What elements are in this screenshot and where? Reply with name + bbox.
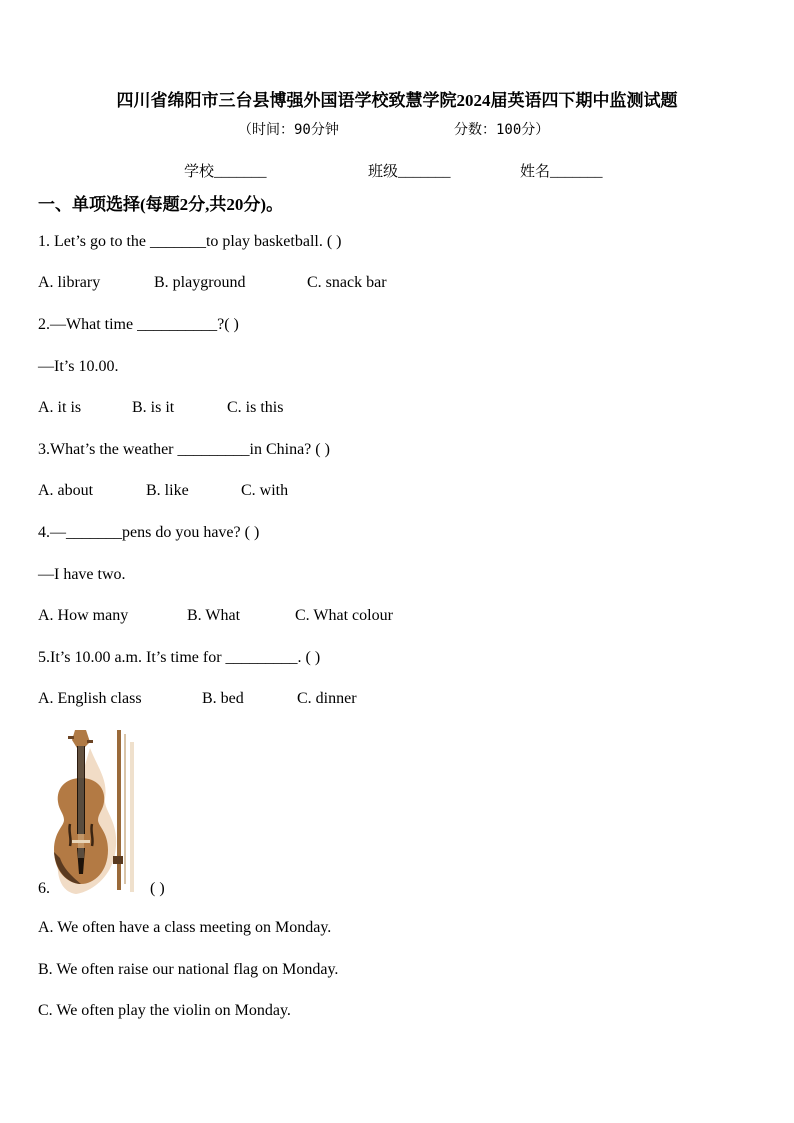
question-2-reply: —It’s 10.00. bbox=[38, 358, 119, 375]
question-5-stem: 5.It’s 10.00 a.m. It’s time for _________. ( ) bbox=[38, 649, 321, 666]
option-b[interactable]: B. bed bbox=[202, 690, 244, 707]
option-b[interactable]: B. is it bbox=[132, 399, 175, 416]
question-4-reply: —I have two. bbox=[38, 566, 126, 583]
option-a[interactable]: A. library bbox=[38, 274, 101, 291]
option-a[interactable]: A. it is bbox=[38, 399, 82, 416]
option-a[interactable]: A. about bbox=[38, 482, 94, 499]
class-field: 班级_______ bbox=[368, 164, 451, 180]
option-b[interactable]: B. We often raise our national flag on Monday. bbox=[38, 961, 339, 978]
option-c[interactable]: C. with bbox=[241, 482, 289, 499]
question-2-stem: 2.—What time __________?( ) bbox=[38, 316, 239, 333]
option-a[interactable]: A. We often have a class meeting on Monday. bbox=[38, 919, 332, 936]
exam-score: 分数：100分） bbox=[454, 122, 550, 138]
option-c[interactable]: C. snack bar bbox=[307, 274, 387, 291]
option-c[interactable]: C. dinner bbox=[297, 690, 357, 707]
question-6-number: 6. bbox=[38, 880, 50, 897]
question-1-stem: 1. Let’s go to the _______to play basketball. ( ) bbox=[38, 233, 342, 250]
option-c[interactable]: C. We often play the violin on Monday. bbox=[38, 1002, 291, 1019]
question-4-stem: 4.—_______pens do you have? ( ) bbox=[38, 524, 260, 541]
school-field: 学校_______ bbox=[184, 164, 267, 180]
option-c[interactable]: C. What colour bbox=[295, 607, 393, 624]
violin-icon bbox=[50, 728, 142, 898]
section-heading: 一、单项选择(每题2分,共20分)。 bbox=[38, 195, 284, 214]
exam-time: （时间：90分钟 bbox=[238, 122, 339, 138]
name-field: 姓名_______ bbox=[520, 164, 603, 180]
option-b[interactable]: B. like bbox=[146, 482, 189, 499]
option-a[interactable]: A. English class bbox=[38, 690, 142, 707]
option-a[interactable]: A. How many bbox=[38, 607, 129, 624]
page-title: 四川省绵阳市三台县博强外国语学校致慧学院2024届英语四下期中监测试题 bbox=[116, 91, 678, 110]
option-b[interactable]: B. playground bbox=[154, 274, 246, 291]
option-c[interactable]: C. is this bbox=[227, 399, 284, 416]
question-6-paren: ( ) bbox=[150, 880, 165, 897]
question-3-stem: 3.What’s the weather _________in China? ( ) bbox=[38, 441, 330, 458]
option-b[interactable]: B. What bbox=[187, 607, 241, 624]
